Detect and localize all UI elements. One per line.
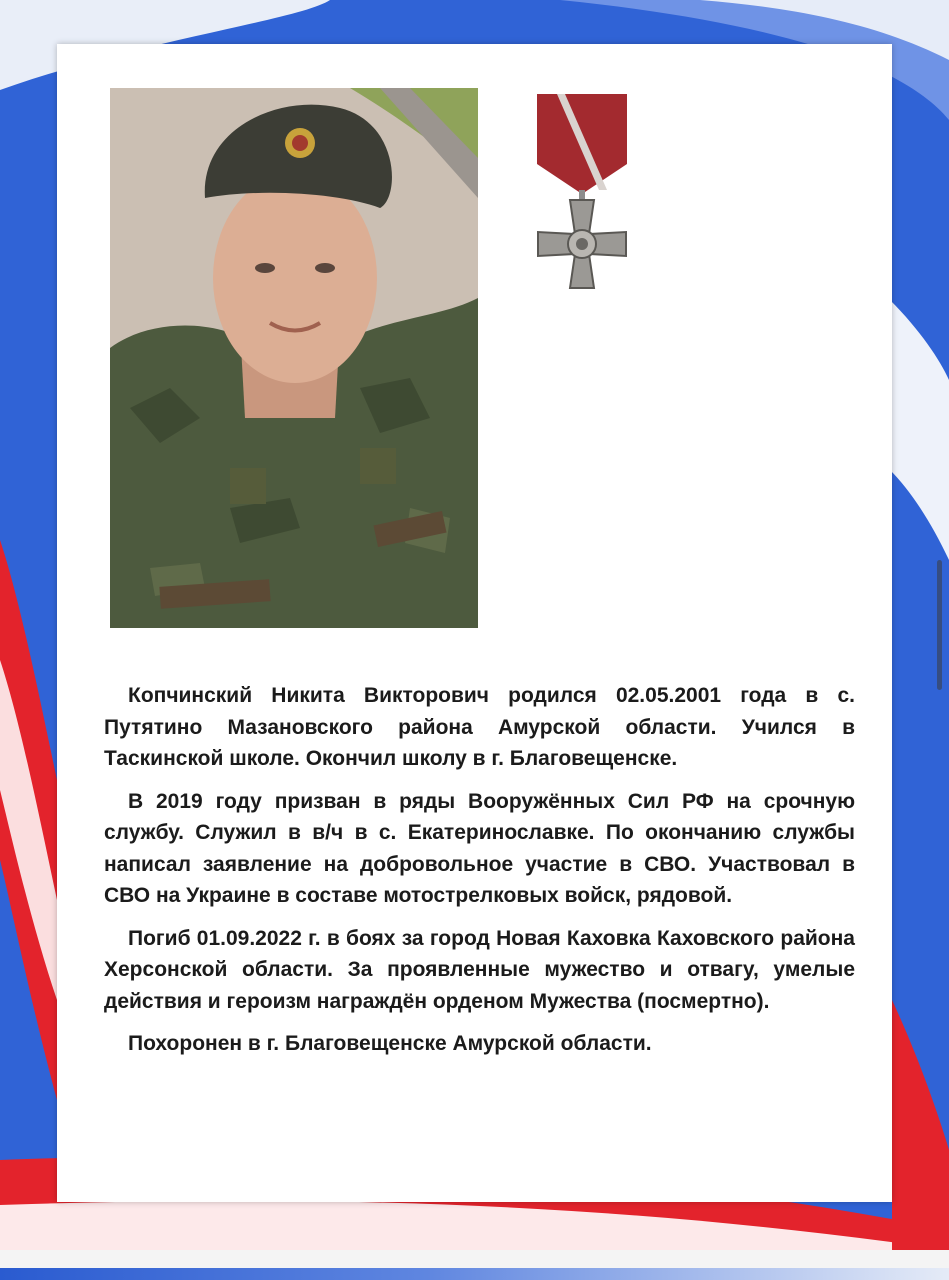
order-of-courage-medal	[527, 94, 637, 294]
next-image-strip	[0, 1250, 949, 1280]
biography-paragraph: Похоронен в г. Благовещенске Амурской области.	[128, 1032, 652, 1055]
scrollbar-thumb[interactable]	[937, 560, 942, 690]
biography-paragraph: Копчинский Никита Викторович родился 02.05.2001 года в с. Путятино Мазановского района Амурской области. Учился в Таскинской школе. Окончил школу в г. Благовещенске.	[104, 684, 855, 770]
biography-paragraph: Погиб 01.09.2022 г. в боях за город Новая Каховка Каховского района Херсонской области. За проявленные мужество и отвагу, умелые действия и героизм награждён орденом Мужества (посмертно).	[104, 926, 855, 1013]
portrait-photo	[110, 88, 478, 628]
next-image-edge	[0, 1268, 949, 1280]
biography-card	[57, 44, 892, 1202]
biography-text	[104, 680, 855, 1071]
biography-paragraph: В 2019 году призван в ряды Вооружённых Сил РФ на срочную службу. Служил в в/ч в с. Екатеринославке. По окончанию службы написал заявление на добровольное участие в СВО. Участвовал в СВО на Украине в составе мотострелковых войск, рядовой.	[104, 789, 855, 907]
